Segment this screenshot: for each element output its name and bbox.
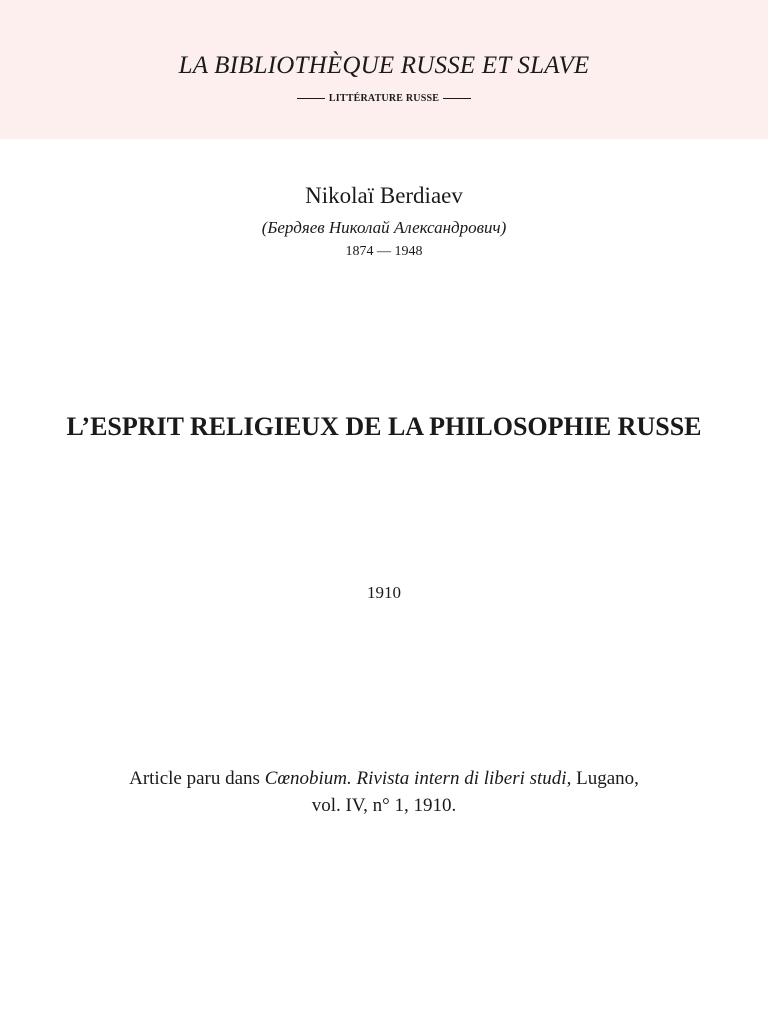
work-title: L’ESPRIT RELIGIEUX DE LA PHILOSOPHIE RUSSE <box>66 412 702 441</box>
work-year: 1910 <box>367 583 401 602</box>
collection-label: LITTÉRATURE RUSSE <box>328 93 440 104</box>
collection-line <box>0 93 768 104</box>
author-native-name: (Бердяев Николай Александрович) <box>261 218 507 237</box>
source-prefix: Article paru dans <box>129 768 265 789</box>
left-rule-divider <box>297 98 325 99</box>
series-title: LA BIBLIOTHÈQUE RUSSE ET SLAVE <box>178 52 590 79</box>
source-details-line1: , Lugano, <box>566 768 639 789</box>
author-name: Nikolaï Berdiaev <box>305 183 463 208</box>
author-dates: 1874 — 1948 <box>345 244 423 259</box>
source-journal: Cœnobium. Rivista intern di liberi studi <box>264 768 567 789</box>
source-details-line2: vol. IV, n° 1, 1910. <box>311 795 457 816</box>
right-rule-divider <box>443 98 471 99</box>
source-note <box>60 765 708 819</box>
